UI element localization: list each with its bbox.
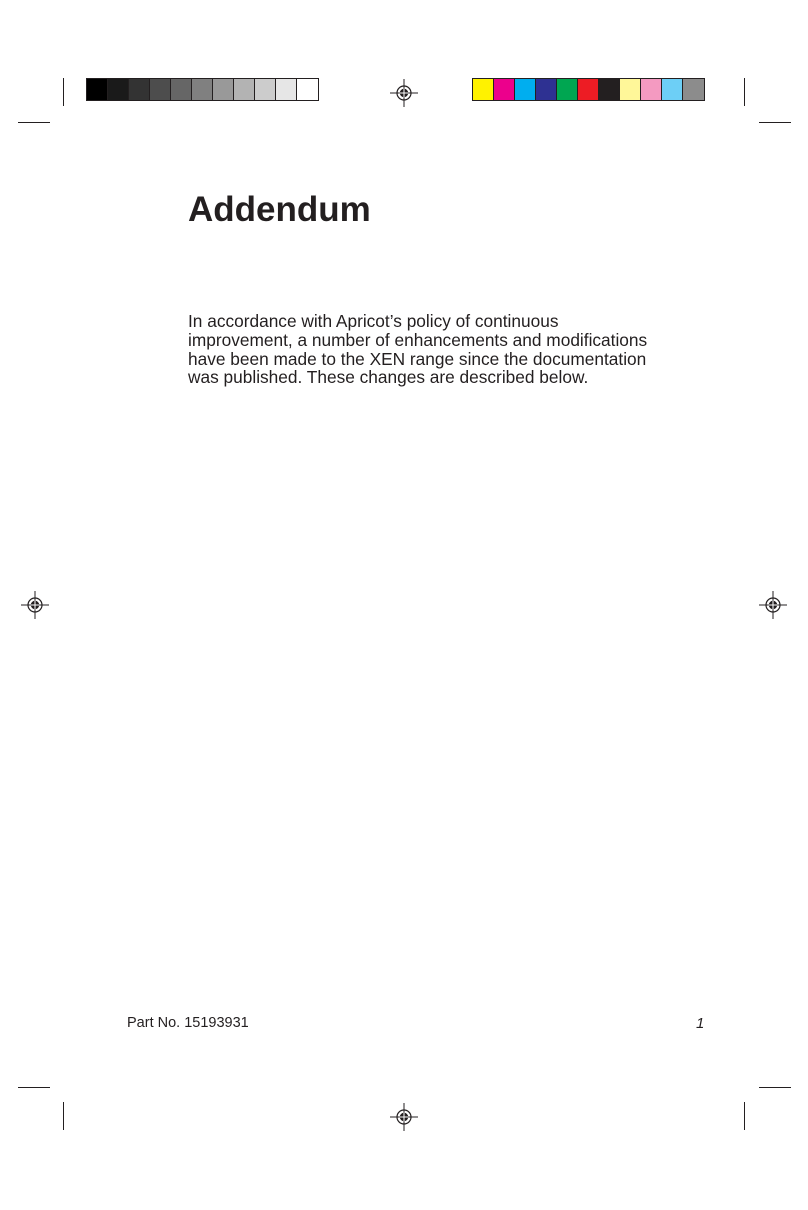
crop-mark-bottom-left-vertical bbox=[63, 1102, 64, 1130]
gray-swatch-10 bbox=[276, 79, 297, 100]
crop-mark-top-right-vertical bbox=[744, 78, 745, 106]
registration-mark-bottom-icon bbox=[390, 1103, 418, 1131]
crop-mark-top-left-horizontal bbox=[18, 122, 50, 123]
gray-swatch-7 bbox=[213, 79, 234, 100]
process-color-bar bbox=[472, 78, 705, 101]
page-title: Addendum bbox=[188, 190, 371, 229]
gray-swatch-1 bbox=[87, 79, 108, 100]
gray-swatch-5 bbox=[171, 79, 192, 100]
gray-swatch-6 bbox=[192, 79, 213, 100]
crop-mark-top-right-horizontal bbox=[759, 122, 791, 123]
page-number: 1 bbox=[696, 1015, 705, 1032]
crop-mark-top-left-vertical bbox=[63, 78, 64, 106]
grayscale-color-bar bbox=[86, 78, 319, 101]
part-number: Part No. 15193931 bbox=[127, 1015, 249, 1031]
color-swatch-6 bbox=[578, 79, 599, 100]
color-swatch-9 bbox=[641, 79, 662, 100]
color-swatch-5 bbox=[557, 79, 578, 100]
intro-paragraph: In accordance with Apricot’s policy of continuous improvement, a number of enhancements and modifications have been made to the XEN range since the documentation was published. These changes are described below. bbox=[188, 311, 648, 388]
color-swatch-4 bbox=[536, 79, 557, 100]
registration-mark-right-icon bbox=[759, 591, 787, 619]
registration-mark-top-icon bbox=[390, 79, 418, 107]
color-swatch-8 bbox=[620, 79, 641, 100]
gray-swatch-2 bbox=[108, 79, 129, 100]
gray-swatch-9 bbox=[255, 79, 276, 100]
color-swatch-11 bbox=[683, 79, 704, 100]
color-swatch-10 bbox=[662, 79, 683, 100]
gray-swatch-11 bbox=[297, 79, 318, 100]
gray-swatch-4 bbox=[150, 79, 171, 100]
gray-swatch-8 bbox=[234, 79, 255, 100]
crop-mark-bottom-right-vertical bbox=[744, 1102, 745, 1130]
color-swatch-2 bbox=[494, 79, 515, 100]
gray-swatch-3 bbox=[129, 79, 150, 100]
crop-mark-bottom-right-horizontal bbox=[759, 1087, 791, 1088]
color-swatch-7 bbox=[599, 79, 620, 100]
registration-mark-left-icon bbox=[21, 591, 49, 619]
crop-mark-bottom-left-horizontal bbox=[18, 1087, 50, 1088]
color-swatch-3 bbox=[515, 79, 536, 100]
color-swatch-1 bbox=[473, 79, 494, 100]
